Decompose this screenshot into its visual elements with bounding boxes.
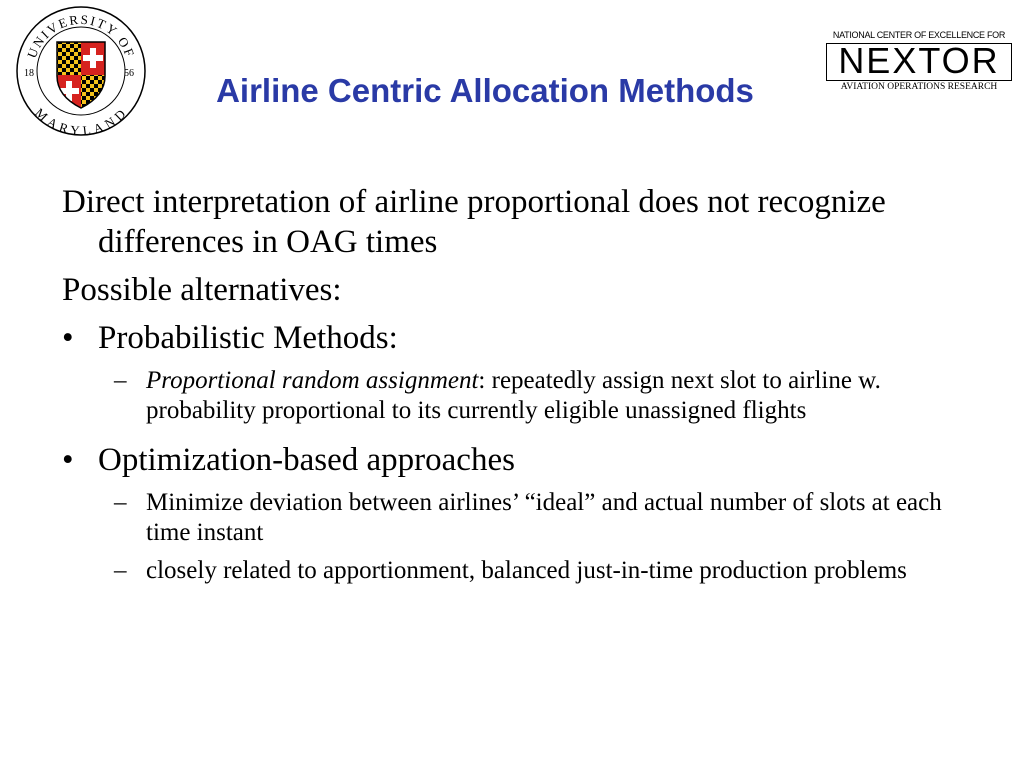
nextor-bottom-line: AVIATION OPERATIONS RESEARCH [840, 82, 998, 92]
bullet-probabilistic [62, 318, 992, 358]
sub-bullet-text: closely related to apportionment, balanced just-in-time production problems [146, 557, 907, 584]
dash-marker: – [114, 489, 127, 516]
bullet-marker: • [62, 442, 74, 478]
seal-ring-text-bottom: MARYLAND [32, 104, 130, 138]
sub-bullet-text: Minimize deviation between airlines’ “ideal” and actual number of slots at each time instant [146, 489, 942, 546]
university-seal-logo [14, 4, 148, 138]
bullet-text: Probabilistic Methods: [98, 320, 398, 356]
bullet-marker: • [62, 320, 74, 356]
page-title: Airline Centric Allocation Methods [216, 72, 754, 109]
bullet-text: Optimization-based approaches [98, 442, 515, 478]
nextor-top-line: NATIONAL CENTER OF EXCELLENCE FOR [832, 30, 1006, 40]
nextor-logo [826, 30, 1012, 96]
dash-marker: – [114, 557, 127, 584]
seal-year-left: 18 [24, 68, 34, 79]
paragraph-alternatives: Possible alternatives: [62, 272, 342, 308]
sub-bullet-proportional [62, 366, 992, 426]
sub-bullet-text: : repeatedly assign next slot to airline w. probability proportional to its currently eligible unassigned flights [146, 367, 881, 424]
dash-marker: – [114, 367, 127, 394]
seal-ring-text-top: UNIVERSITY OF [24, 11, 138, 61]
paragraph-intro: Direct interpretation of airline proportional does not recognize differences in OAG times [62, 184, 886, 260]
seal-year-right: 56 [124, 68, 134, 79]
sub-bullet-apportionment [62, 556, 992, 586]
sub-bullet-emphasis: Proportional random assignment [146, 367, 479, 394]
sub-bullet-minimize [62, 488, 992, 548]
nextor-name: NEXTOR [838, 40, 1000, 81]
slide-body [62, 182, 992, 594]
bullet-optimization [62, 440, 992, 480]
